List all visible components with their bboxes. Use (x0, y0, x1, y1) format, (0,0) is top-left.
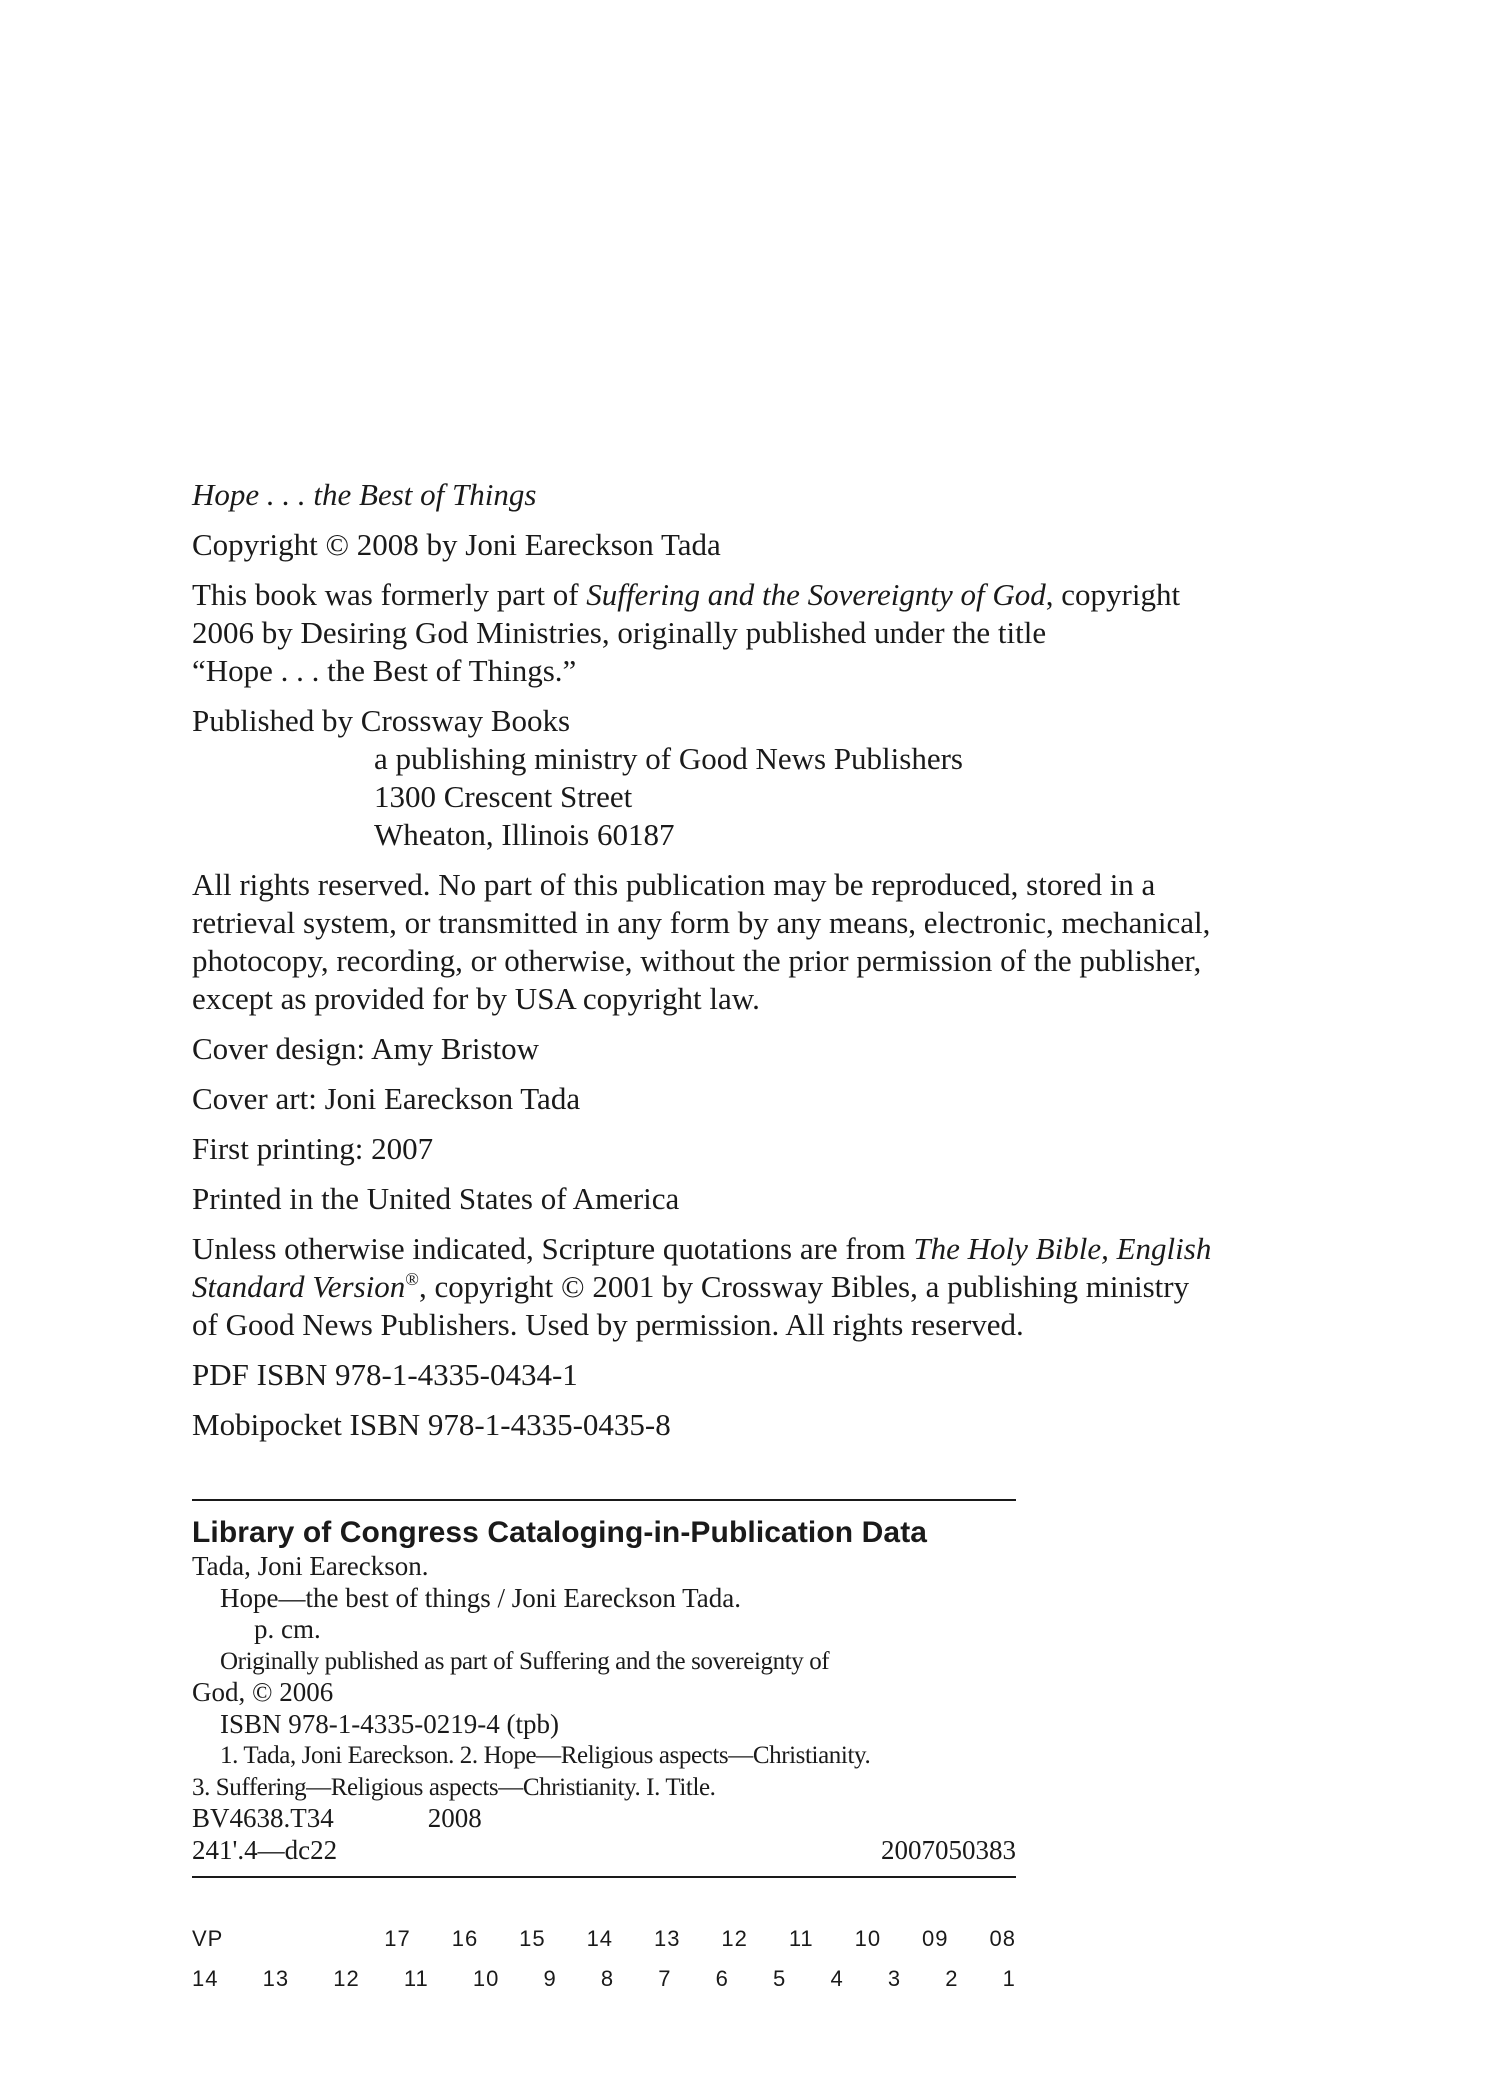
print-number: 12 (333, 1966, 360, 1991)
publisher-ministry: a publishing ministry of Good News Publishers (374, 741, 963, 776)
cip-title: Hope—the best of things / Joni Eareckson Tada. (220, 1582, 742, 1613)
publisher-street: 1300 Crescent Street (374, 779, 633, 814)
cover-art-credit: Cover art: Joni Eareckson Tada (192, 1081, 581, 1116)
cip-dewey-row (192, 1835, 1016, 1867)
scripture-line-3: of Good News Publishers. Used by permission. All rights reserved. (192, 1307, 1024, 1342)
mobipocket-isbn: Mobipocket ISBN 978-1-4335-0435-8 (192, 1407, 671, 1442)
rights-line: photocopy, recording, or otherwise, without the prior permission of the publisher, (192, 943, 1202, 978)
print-number: 4 (830, 1966, 844, 1991)
rights-notice (192, 866, 1322, 1018)
book-title: Hope . . . the Best of Things (192, 477, 537, 512)
registered-mark: ® (405, 1269, 419, 1289)
print-number: 9 (543, 1966, 557, 1991)
print-year: 17 (384, 1926, 411, 1951)
cip-isbn: ISBN 978-1-4335-0219-4 (tpb) (220, 1708, 559, 1739)
cip-call-year: 2008 (427, 1803, 482, 1833)
former-line-1: This book was formerly part of Suffering and the Sovereignty of God, copyright (192, 577, 1181, 612)
print-year: 08 (989, 1926, 1016, 1951)
cip-top-rule (192, 1499, 1016, 1501)
print-year: 11 (788, 1926, 814, 1951)
cip-call-number: BV4638.T34 (192, 1803, 334, 1833)
rights-line: except as provided for by USA copyright law. (192, 981, 760, 1016)
print-number: 10 (472, 1966, 500, 1991)
print-number: 7 (658, 1966, 672, 1991)
former-line-2: 2006 by Desiring God Ministries, originally published under the title (192, 615, 1047, 650)
printer-key-line-2 (192, 1966, 1016, 1992)
rights-line: All rights reserved. No part of this publication may be reproduced, stored in a (192, 867, 1156, 902)
print-number: 1 (1002, 1966, 1016, 1991)
print-number: 8 (600, 1966, 615, 1991)
cip-bottom-rule (192, 1876, 1016, 1878)
former-publication-note (192, 576, 1322, 690)
print-number: 3 (887, 1966, 902, 1991)
scripture-notice (192, 1230, 1322, 1344)
cip-author: Tada, Joni Eareckson. (192, 1551, 429, 1581)
print-number: 5 (773, 1966, 787, 1991)
copyright-page (192, 476, 1322, 1444)
copyright-notice: Copyright © 2008 by Joni Eareckson Tada (192, 527, 721, 562)
cip-original-note-cont: God, © 2006 (192, 1677, 334, 1707)
print-number: 14 (192, 1966, 219, 1991)
print-year: 13 (653, 1926, 681, 1951)
cover-design-credit: Cover design: Amy Bristow (192, 1031, 540, 1066)
print-year: 10 (854, 1926, 882, 1951)
cip-lccn: 2007050383 (881, 1834, 1016, 1865)
printed-in: Printed in the United States of America (192, 1181, 680, 1216)
print-number: 2 (945, 1966, 959, 1991)
scripture-line-2: Standard Version®, copyright © 2001 by Crossway Bibles, a publishing ministry (192, 1269, 1190, 1304)
cip-subjects: 1. Tada, Joni Eareckson. 2. Hope—Religious aspects—Christianity. (220, 1742, 871, 1769)
print-number: 6 (715, 1966, 729, 1991)
print-year: 15 (519, 1926, 546, 1951)
print-year: 12 (721, 1926, 748, 1951)
scripture-line-1: Unless otherwise indicated, Scripture quotations are from The Holy Bible, English (192, 1231, 1212, 1266)
print-number: 13 (262, 1966, 290, 1991)
former-work-title: Suffering and the Sovereignty of God (586, 577, 1046, 612)
print-number: 11 (403, 1966, 429, 1991)
printer-key-line-1 (192, 1926, 1016, 1952)
print-year: 16 (451, 1926, 479, 1951)
pdf-isbn: PDF ISBN 978-1-4335-0434-1 (192, 1357, 578, 1392)
publisher-name: Published by Crossway Books (192, 703, 571, 738)
first-printing: First printing: 2007 (192, 1131, 434, 1166)
cip-pagination: p. cm. (254, 1614, 321, 1644)
cip-call-number-row (192, 1803, 1016, 1835)
cip-original-note: Originally published as part of Suffering and the sovereignty of (220, 1647, 830, 1675)
publisher-city: Wheaton, Illinois 60187 (374, 817, 675, 852)
printer-code: VP (192, 1926, 224, 1951)
cip-dewey: 241'.4—dc22 (192, 1834, 338, 1865)
rights-line: retrieval system, or transmitted in any form by any means, electronic, mechanical, (192, 905, 1211, 940)
cip-heading: Library of Congress Cataloging-in-Publication Data (192, 1516, 928, 1549)
cip-subjects-cont: 3. Suffering—Religious aspects—Christianity. I. Title. (192, 1773, 716, 1801)
publisher-info (192, 702, 1322, 854)
former-line-3: “Hope . . . the Best of Things.” (192, 653, 577, 688)
print-year: 09 (922, 1926, 949, 1951)
print-year: 14 (586, 1926, 614, 1951)
cip-data-block (192, 1499, 1016, 1878)
